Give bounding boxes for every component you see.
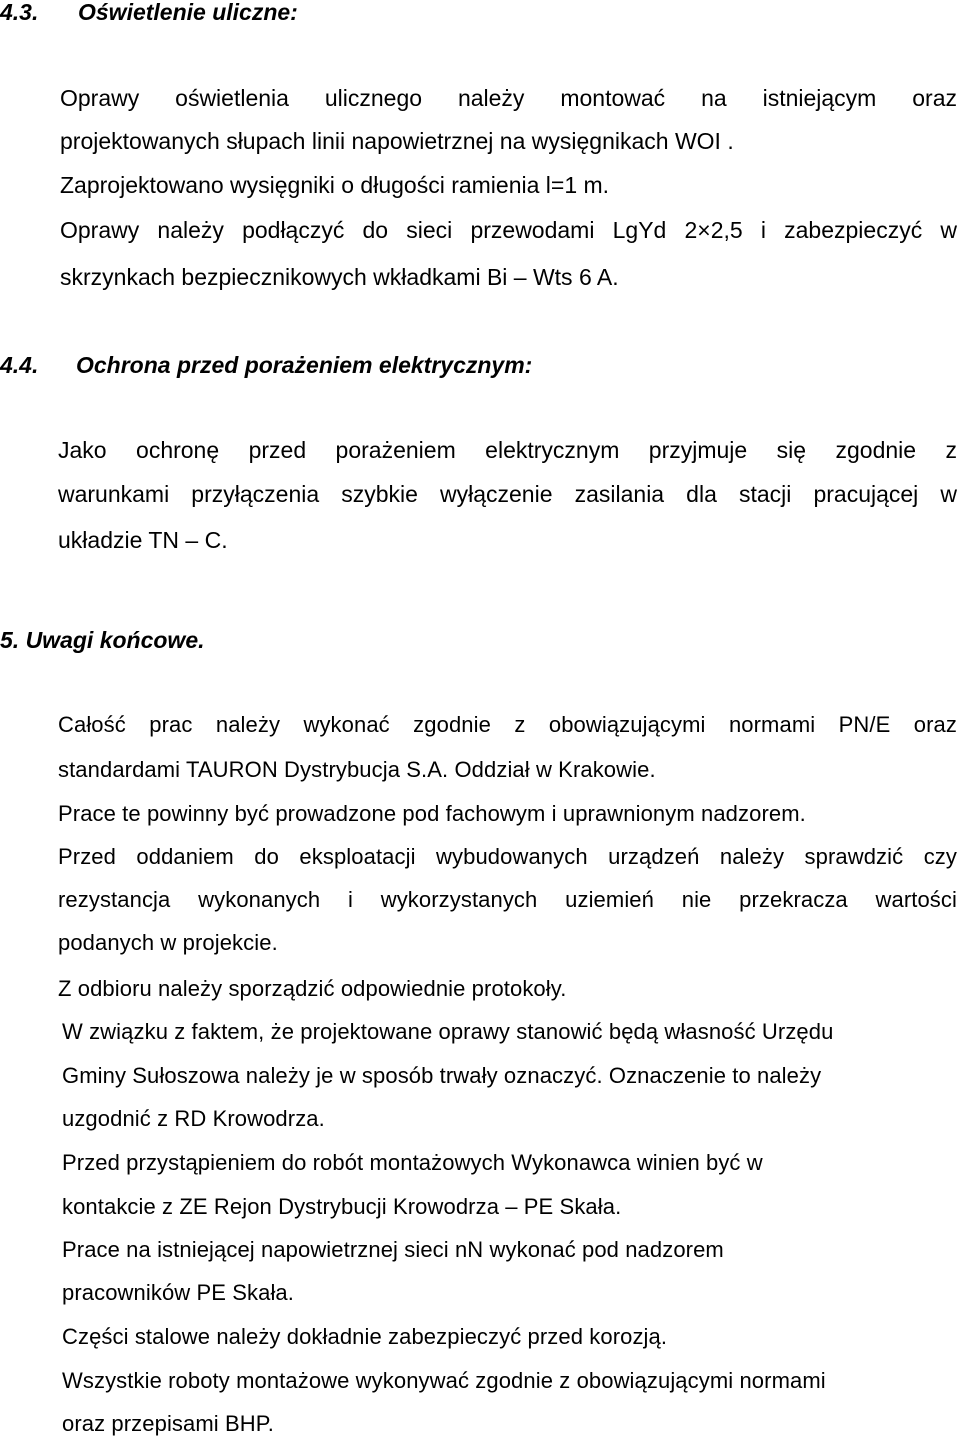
- section-4-3-heading: [0, 0, 298, 26]
- section-number: 4.3.: [0, 0, 39, 25]
- paragraph-line: Przed przystąpieniem do robót montażowych Wykonawca winien być w: [62, 1150, 763, 1175]
- section-5-heading: 5. Uwagi końcowe.: [0, 627, 205, 653]
- paragraph-line: Prace te powinny być prowadzone pod fachowym i uprawnionym nadzorem.: [58, 801, 806, 826]
- paragraph-line: Przed oddaniem do eksploatacji wybudowanych urządzeń należy sprawdzić czy: [58, 844, 957, 869]
- section-title: Ochrona przed porażeniem elektrycznym:: [76, 352, 533, 378]
- section-4-4-heading: [0, 351, 532, 379]
- paragraph-line: warunkami przyłączenia szybkie wyłączenie zasilania dla stacji pracującej w: [58, 481, 957, 507]
- paragraph-line: standardami TAURON Dystrybucja S.A. Oddział w Krakowie.: [58, 757, 656, 782]
- paragraph-line: kontakcie z ZE Rejon Dystrybucji Krowodrza – PE Skała.: [62, 1194, 622, 1219]
- paragraph-line: Oprawy należy podłączyć do sieci przewodami LgYd 2×2,5 i zabezpieczyć w: [60, 217, 957, 243]
- paragraph-line: Prace na istniejącej napowietrznej sieci nN wykonać pod nadzorem: [62, 1237, 724, 1262]
- paragraph-line: układzie TN – C.: [58, 527, 228, 553]
- paragraph-line: uzgodnić z RD Krowodrza.: [62, 1106, 325, 1131]
- paragraph-line: Wszystkie roboty montażowe wykonywać zgodnie z obowiązującymi normami: [62, 1368, 826, 1393]
- paragraph-line: Części stalowe należy dokładnie zabezpieczyć przed korozją.: [62, 1324, 668, 1349]
- paragraph-line: W związku z faktem, że projektowane oprawy stanowić będą własność Urzędu: [62, 1019, 834, 1044]
- paragraph-line: Gminy Sułoszowa należy je w sposób trwały oznaczyć. Oznaczenie to należy: [62, 1063, 822, 1088]
- paragraph-line: Oprawy oświetlenia ulicznego należy montować na istniejącym oraz: [60, 85, 957, 111]
- section-title: Oświetlenie uliczne:: [78, 0, 298, 25]
- paragraph-line: skrzynkach bezpiecznikowych wkładkami Bi – Wts 6 A.: [60, 264, 619, 290]
- paragraph-line: Z odbioru należy sporządzić odpowiednie protokoły.: [58, 976, 567, 1001]
- section-number: 4.4.: [0, 352, 39, 378]
- paragraph-line: Jako ochronę przed porażeniem elektrycznym przyjmuje się zgodnie z: [58, 437, 957, 463]
- paragraph-line: pracowników PE Skała.: [62, 1280, 294, 1305]
- paragraph-line: rezystancja wykonanych i wykorzystanych uziemień nie przekracza wartości: [58, 887, 957, 912]
- paragraph-line: Zaprojektowano wysięgniki o długości ramienia l=1 m.: [60, 172, 610, 198]
- paragraph-line: projektowanych słupach linii napowietrznej na wysięgnikach WOI .: [60, 128, 734, 154]
- paragraph-line: Całość prac należy wykonać zgodnie z obowiązującymi normami PN/E oraz: [58, 712, 957, 737]
- paragraph-line: oraz przepisami BHP.: [62, 1411, 274, 1436]
- paragraph-line: podanych w projekcie.: [58, 930, 278, 955]
